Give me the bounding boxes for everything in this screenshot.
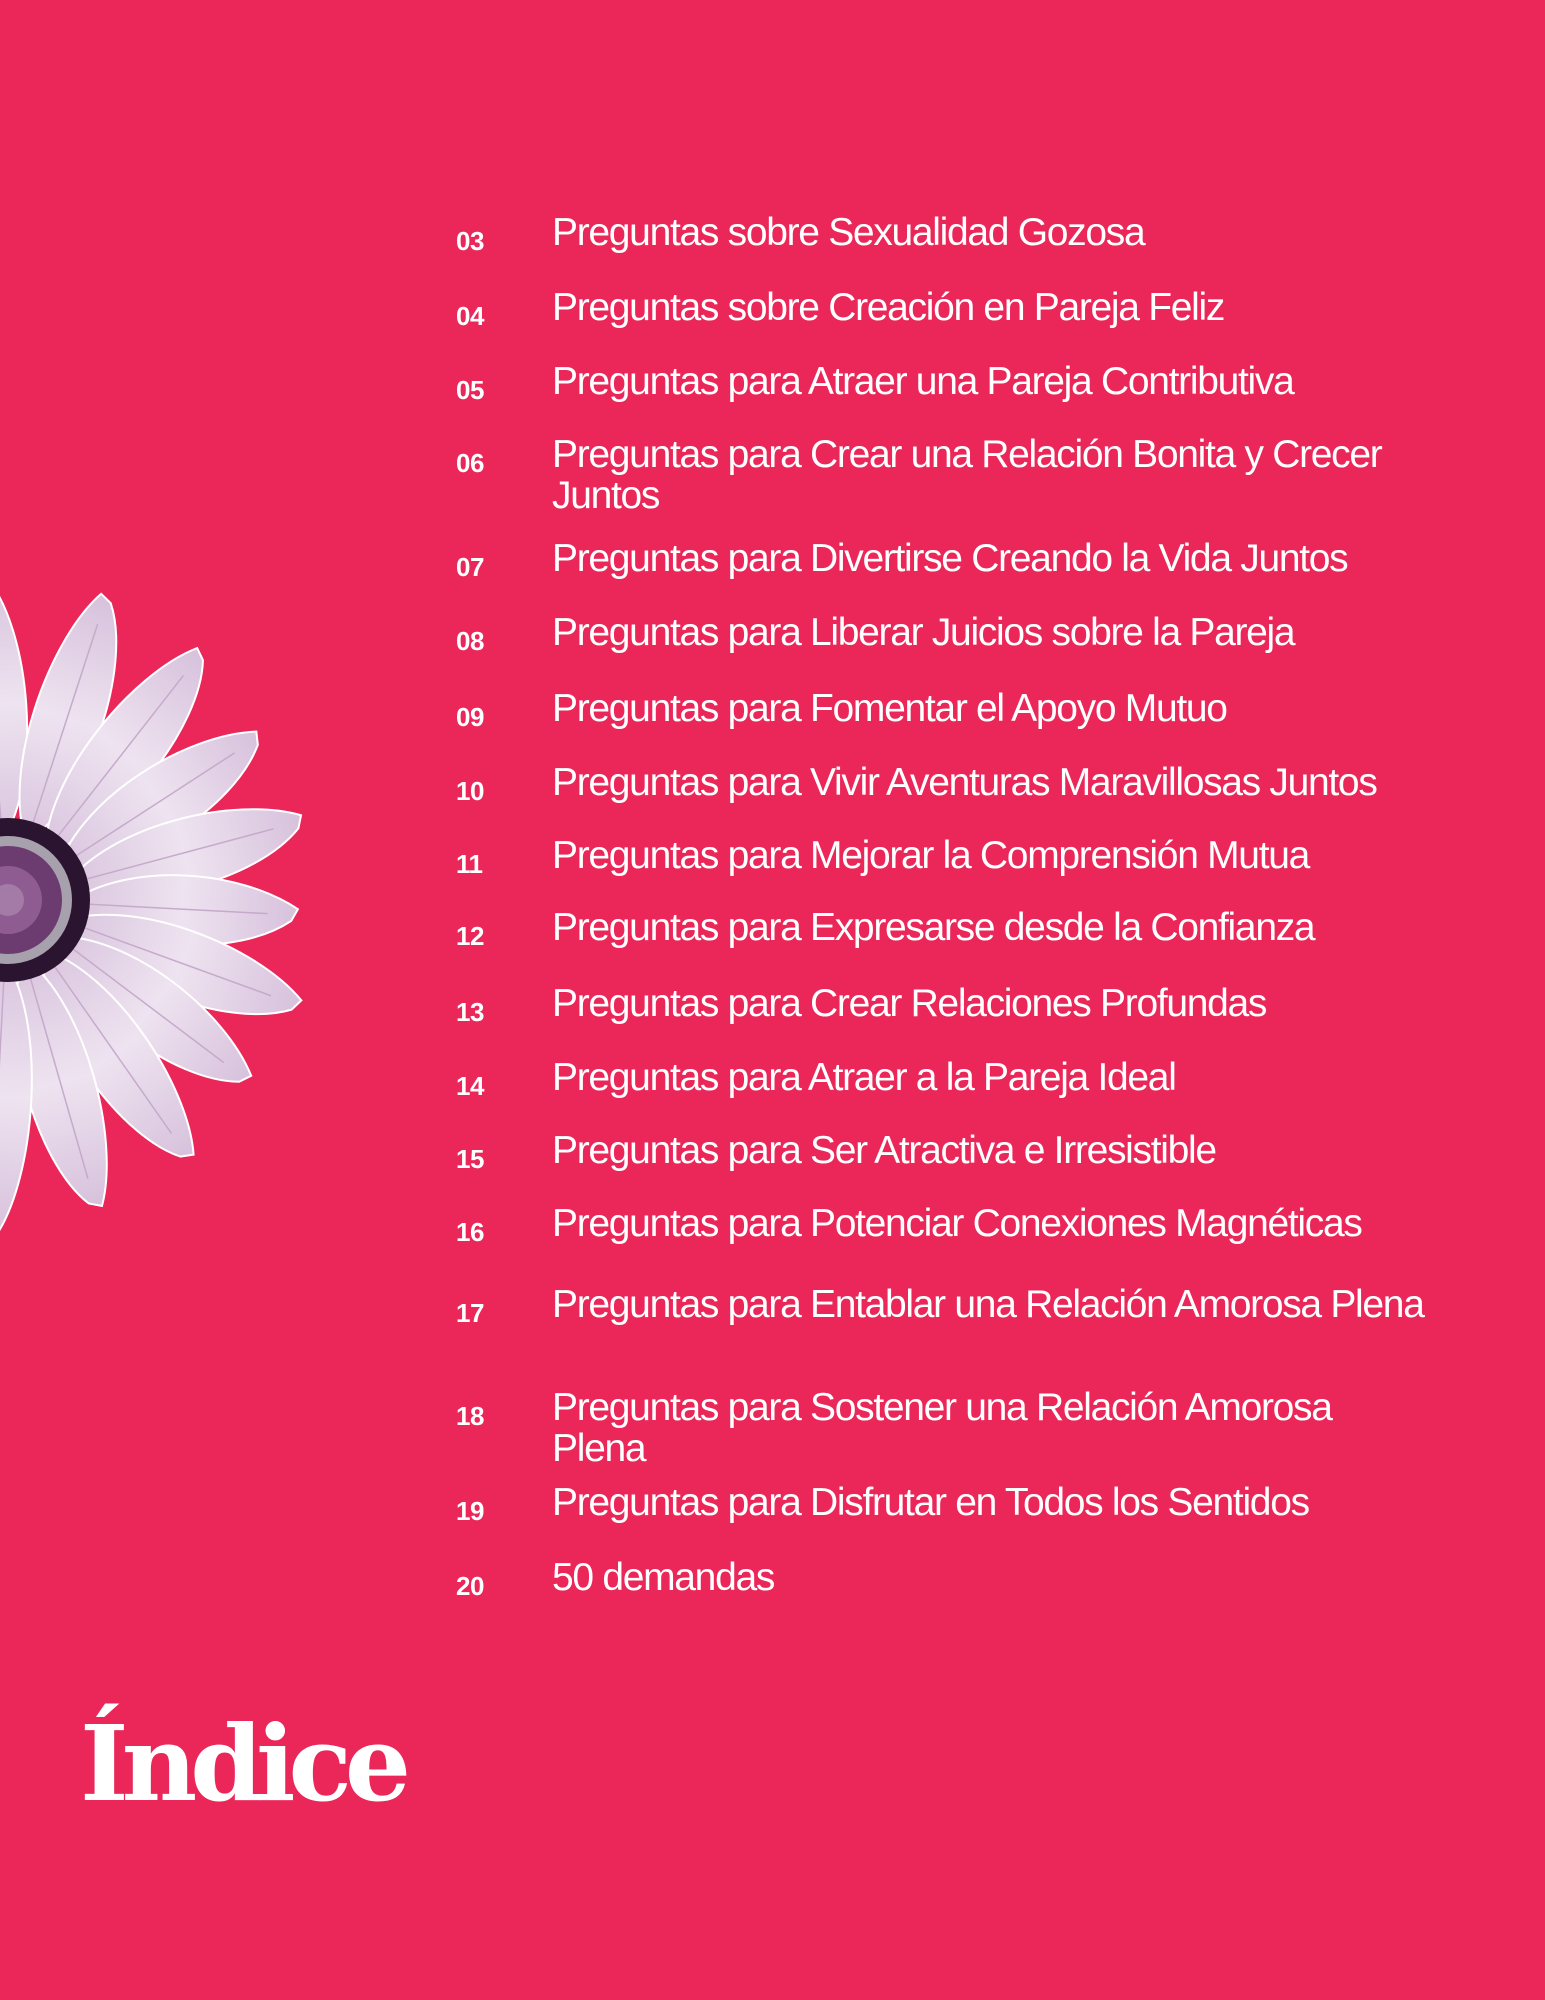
toc-page-number: 15 <box>456 1144 484 1174</box>
toc-entry-title: Preguntas sobre Sexualidad Gozosa <box>552 211 1145 254</box>
toc-entry-title: Preguntas para Divertirse Creando la Vida Juntos <box>552 537 1348 580</box>
toc-page-number: 13 <box>456 997 484 1027</box>
toc-entry-title: Preguntas para Entablar una Relación Amorosa Plena <box>552 1283 1424 1326</box>
toc-page-number: 16 <box>456 1217 484 1247</box>
toc-entry-title: Preguntas para Crear Relaciones Profundas <box>552 982 1267 1025</box>
toc-page-number: 05 <box>456 375 484 405</box>
toc-entry-title: Preguntas para Sostener una Relación Amorosa Plena <box>552 1386 1332 1470</box>
toc-entry-title: Preguntas para Vivir Aventuras Maravillosas Juntos <box>552 761 1377 804</box>
toc-entry-title: Preguntas para Expresarse desde la Confianza <box>552 906 1315 949</box>
toc-entry-title: Preguntas para Potenciar Conexiones Magnéticas <box>552 1202 1362 1245</box>
toc-entry-title: Preguntas para Fomentar el Apoyo Mutuo <box>552 687 1227 730</box>
toc-entry-title: Preguntas para Atraer una Pareja Contributiva <box>552 360 1294 403</box>
toc-page-number: 08 <box>456 626 484 656</box>
toc-page-number: 04 <box>456 301 484 331</box>
toc-page-number: 19 <box>456 1496 484 1526</box>
page-title: Índice <box>80 1702 404 1825</box>
toc-page-number: 09 <box>456 702 484 732</box>
toc-entry-title: Preguntas para Atraer a la Pareja Ideal <box>552 1056 1176 1099</box>
toc-page-number: 06 <box>456 448 484 478</box>
toc-entry-title: Preguntas sobre Creación en Pareja Feliz <box>552 286 1225 329</box>
toc-entry-title: Preguntas para Disfrutar en Todos los Sentidos <box>552 1481 1309 1524</box>
toc-page-number: 03 <box>456 226 484 256</box>
toc-entry-title: 50 demandas <box>552 1556 775 1599</box>
toc-page-number: 10 <box>456 776 484 806</box>
toc-page-number: 11 <box>456 849 483 879</box>
toc-page-number: 17 <box>456 1298 484 1328</box>
toc-page-number: 07 <box>456 552 484 582</box>
toc-entry-title: Preguntas para Liberar Juicios sobre la Pareja <box>552 611 1295 654</box>
toc-page-number: 14 <box>456 1071 484 1101</box>
toc-entry-title: Preguntas para Ser Atractiva e Irresistible <box>552 1129 1216 1172</box>
toc-page-number: 18 <box>456 1401 484 1431</box>
toc-entry-title: Preguntas para Mejorar la Comprensión Mutua <box>552 834 1310 877</box>
toc-page-number: 12 <box>456 921 484 951</box>
toc-page-number: 20 <box>456 1571 484 1601</box>
toc-entry-title: Preguntas para Crear una Relación Bonita y Crecer Juntos <box>552 433 1382 517</box>
